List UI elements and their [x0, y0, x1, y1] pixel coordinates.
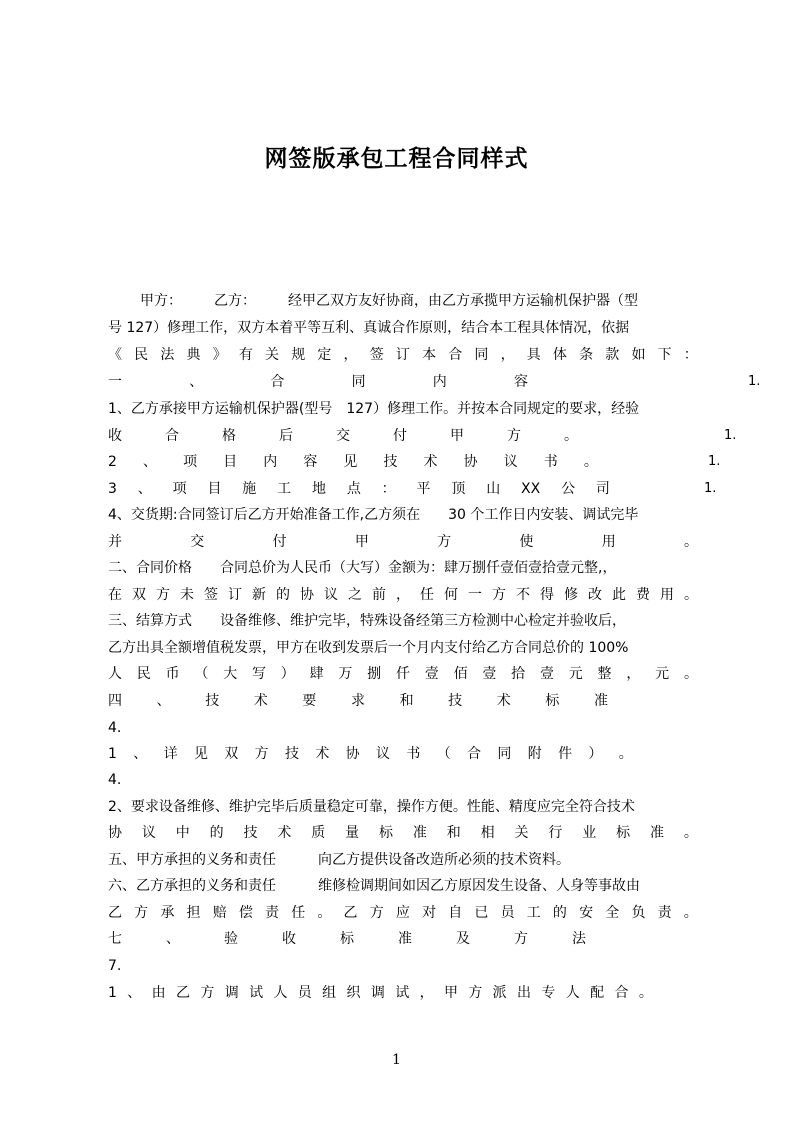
section-4-item-1	[108, 742, 633, 766]
text-char: 整	[597, 666, 612, 682]
text-char: 、	[127, 985, 142, 1001]
text-char: 合	[165, 428, 179, 444]
section-2-line-2	[108, 583, 698, 607]
text-char: ：	[381, 481, 396, 497]
section-4-number-2: 4.	[108, 772, 122, 788]
text-char: 方	[200, 985, 215, 1001]
text-char: 担	[186, 905, 201, 921]
text-char: 何	[444, 587, 458, 603]
text-char: 改	[588, 587, 602, 603]
text-char: 议	[324, 587, 338, 603]
text-char: 方	[507, 428, 521, 444]
text-char: 。	[683, 534, 698, 550]
text-char: 内	[263, 454, 278, 470]
text-char: 件	[558, 746, 573, 762]
text-char: 见	[193, 746, 208, 762]
text-char: 容	[513, 374, 528, 390]
text-char: 技	[383, 454, 398, 470]
text-char: 本	[422, 347, 437, 363]
section-3-line-1: 三、结算方式 设备维修、维护完毕，特殊设备经第三方检测中心检定并验收后，	[108, 613, 626, 629]
text-char: 四	[108, 693, 122, 709]
text-char: 目	[207, 481, 222, 497]
text-char: 协	[345, 746, 360, 762]
intro-line-3	[108, 343, 698, 367]
text-char: 订	[228, 587, 242, 603]
section-1-number: 1.	[748, 374, 761, 389]
text-char: 调	[370, 985, 385, 1001]
text-char: 、	[143, 454, 157, 470]
text-char: 协	[300, 587, 314, 603]
text-char: 甲	[450, 428, 464, 444]
text-char: 一	[468, 587, 482, 603]
text-char: 方	[369, 905, 384, 921]
text-char: 协	[463, 454, 478, 470]
text-char: 司	[595, 481, 610, 497]
text-char: 3	[108, 481, 117, 497]
text-char: 。	[317, 905, 332, 921]
text-char: 捌	[367, 666, 382, 682]
text-char: 方	[514, 931, 528, 947]
text-char: 新	[252, 587, 266, 603]
text-char: 1	[108, 746, 117, 762]
text-char: 验	[224, 931, 238, 947]
section-4-heading	[108, 689, 608, 713]
text-char: 全	[605, 905, 620, 921]
text-char: 乙	[108, 905, 122, 921]
text-char: 容	[303, 454, 318, 470]
text-char: 术	[423, 454, 438, 470]
text-char: 币	[165, 666, 180, 682]
text-char: 定	[317, 347, 332, 363]
text-char: 同	[497, 746, 512, 762]
text-char: 、	[166, 931, 180, 947]
text-char: 任	[291, 905, 306, 921]
text-char: 甲	[443, 985, 458, 1001]
text-char: 不	[516, 587, 530, 603]
text-char: 和	[399, 693, 414, 709]
document-title: 网签版承包工程合同样式	[264, 146, 529, 172]
text-char: 目	[223, 454, 238, 470]
text-char: 大	[223, 666, 238, 682]
text-char: 法	[160, 347, 175, 363]
text-char: 壹	[539, 666, 554, 682]
section-1-item-2-number: 1.	[708, 454, 721, 469]
text-char: 准	[412, 825, 427, 841]
text-char: 1	[108, 985, 117, 1001]
text-char: 未	[180, 587, 194, 603]
text-char: 规	[291, 347, 306, 363]
text-char: 的	[276, 587, 290, 603]
text-char: 方	[156, 587, 170, 603]
text-char: 专	[541, 985, 556, 1001]
section-1-item-1-number: 1.	[724, 428, 737, 443]
text-char: 签	[369, 347, 384, 363]
intro-line-1	[108, 289, 698, 313]
text-char: 订	[395, 347, 410, 363]
text-char: 2	[108, 454, 117, 470]
text-char: 公	[561, 481, 576, 497]
text-char: 写	[251, 666, 266, 682]
text-char: 。	[683, 666, 698, 682]
intro-text: 经甲乙双方友好协商，由乙方承揽甲方运输机保护器（型	[288, 293, 638, 309]
text-char: ，	[419, 985, 434, 1001]
section-1-heading	[108, 370, 528, 394]
text-char: 准	[398, 931, 412, 947]
text-char: 肆	[309, 666, 324, 682]
text-char: 双	[132, 587, 146, 603]
text-char: 相	[480, 825, 495, 841]
text-char: 试	[395, 985, 410, 1001]
text-char: 佰	[453, 666, 468, 682]
text-char: 方	[468, 985, 483, 1001]
text-char: 书	[543, 454, 558, 470]
text-char: 壹	[482, 666, 497, 682]
text-char: 已	[474, 905, 489, 921]
text-char: 平	[416, 481, 431, 497]
text-char: 方	[492, 587, 506, 603]
text-char: 偿	[238, 905, 253, 921]
text-char: 并	[108, 534, 122, 550]
text-char: 及	[456, 931, 470, 947]
text-char: ，	[396, 587, 410, 603]
text-char: 拾	[511, 666, 526, 682]
text-char: 出	[517, 985, 532, 1001]
text-char: 山	[486, 481, 501, 497]
text-char: 。	[564, 428, 578, 444]
text-char: ）	[280, 666, 295, 682]
text-char: 项	[183, 454, 198, 470]
text-char: 安	[579, 905, 594, 921]
text-char: 议	[503, 454, 518, 470]
text-char: 款	[605, 347, 620, 363]
text-char: 收	[282, 931, 296, 947]
text-char: 前	[372, 587, 386, 603]
text-char: 派	[492, 985, 507, 1001]
text-char: 求	[350, 693, 365, 709]
text-char: 内	[432, 374, 447, 390]
text-char: XX	[521, 481, 541, 497]
text-char: ：	[683, 347, 698, 363]
text-char: 书	[406, 746, 421, 762]
party-b-label: 乙方：	[214, 293, 256, 309]
text-char: 。	[583, 454, 598, 470]
text-char: 此	[612, 587, 626, 603]
text-char: 用	[660, 587, 674, 603]
text-char: 员	[500, 905, 515, 921]
text-char: 工	[277, 481, 292, 497]
text-char: 之	[348, 587, 362, 603]
text-char: 方	[437, 534, 452, 550]
section-1-item-1-line-1: 1、乙方承接甲方运输机保护器(型号 127）修理工作。并按本合同规定的要求，经验	[108, 401, 640, 417]
text-char: 》	[212, 347, 227, 363]
text-char: 如	[631, 347, 646, 363]
text-char: 技	[243, 825, 258, 841]
text-char: 标	[545, 693, 560, 709]
text-char: 签	[204, 587, 218, 603]
text-char: 具	[526, 347, 541, 363]
text-char: 付	[272, 534, 287, 550]
text-char: 万	[338, 666, 353, 682]
text-char: 乙	[176, 985, 190, 1001]
text-char: 同	[351, 374, 366, 390]
text-char: （	[194, 666, 209, 682]
text-char: 一	[108, 374, 122, 390]
text-char: 准	[650, 825, 664, 841]
text-char: ，	[343, 347, 358, 363]
text-char: 承	[160, 905, 175, 921]
text-char: 由	[151, 985, 166, 1001]
text-char: 技	[284, 746, 299, 762]
text-char: 用	[601, 534, 616, 550]
text-char: 合	[270, 374, 285, 390]
text-char: 见	[343, 454, 358, 470]
text-char: 对	[422, 905, 437, 921]
text-char: 项	[172, 481, 187, 497]
text-char: 典	[186, 347, 201, 363]
text-char: 准	[593, 693, 608, 709]
text-char: 乙	[343, 905, 358, 921]
text-char: 法	[572, 931, 586, 947]
text-char: 人	[565, 985, 580, 1001]
text-char: ，	[500, 347, 515, 363]
section-4-item-2-line-2	[108, 821, 698, 845]
text-char: 合	[467, 746, 482, 762]
text-char: 合	[614, 985, 629, 1001]
text-char: 民	[136, 666, 151, 682]
text-char: 点	[346, 481, 361, 497]
text-char: 详	[163, 746, 178, 762]
text-char: 术	[496, 693, 511, 709]
text-char: 、	[156, 693, 171, 709]
text-char: 合	[448, 347, 463, 363]
text-char: 业	[582, 825, 597, 841]
text-char: 方	[254, 746, 269, 762]
party-a-label: 甲方：	[140, 293, 182, 309]
text-char: 元	[655, 666, 670, 682]
text-char: 的	[209, 825, 224, 841]
section-6-line-2	[108, 901, 698, 925]
text-char: 。	[683, 825, 698, 841]
text-char: 在	[108, 587, 122, 603]
text-char: 修	[564, 587, 578, 603]
section-1-item-3-number: 1.	[704, 481, 717, 496]
text-char: 技	[448, 693, 463, 709]
text-char: 条	[579, 347, 594, 363]
text-char: 同	[474, 347, 489, 363]
text-char: 有	[238, 347, 253, 363]
text-char: 、	[133, 746, 148, 762]
section-7-number-1: 7.	[108, 958, 122, 974]
text-char: 要	[302, 693, 317, 709]
text-char: 。	[618, 746, 633, 762]
text-char: 附	[527, 746, 542, 762]
text-char: 《	[108, 347, 122, 363]
text-char: 下	[657, 347, 672, 363]
text-char: 格	[222, 428, 236, 444]
text-char: 员	[297, 985, 312, 1001]
text-char: 使	[519, 534, 534, 550]
text-char: （	[436, 746, 451, 762]
text-char: 民	[134, 347, 149, 363]
text-char: 任	[420, 587, 434, 603]
text-char: 责	[265, 905, 280, 921]
text-char: 量	[345, 825, 360, 841]
section-4-item-2-line-1: 2、要求设备维修、维护完毕后质量稳定可靠，操作方便。性能、精度应完全符合技术	[108, 799, 635, 815]
section-4-number-1: 4.	[108, 720, 122, 736]
section-1-item-4-line-2	[108, 530, 698, 554]
text-char: 赔	[212, 905, 227, 921]
text-char: 得	[540, 587, 554, 603]
text-char: 壹	[424, 666, 439, 682]
text-char: 标	[340, 931, 354, 947]
text-char: 后	[279, 428, 293, 444]
text-char: 质	[311, 825, 326, 841]
text-char: 关	[514, 825, 529, 841]
section-1-item-1-line-2	[108, 424, 578, 448]
text-char: 行	[548, 825, 563, 841]
intro-line-2: 号 127）修理工作，双方本着平等互利、真诚合作原则，结合本工程具体情况，依据	[108, 320, 630, 336]
section-3-line-3	[108, 662, 698, 686]
section-6-line-1: 六、乙方承担的义务和责任 维修检调期间如因乙方原因发生设备、人身等事故由	[108, 878, 640, 894]
page-number: 1	[392, 1052, 401, 1068]
text-char: 。	[638, 985, 653, 1001]
text-char: 施	[242, 481, 257, 497]
text-char: 甲	[354, 534, 369, 550]
section-3-line-2: 乙方出具全额增值税发票，甲方在收到发票后一个月内支付给乙方合同总价的 100%	[108, 640, 629, 656]
text-char: 中	[175, 825, 190, 841]
text-char: 议	[376, 746, 391, 762]
text-char: 关	[265, 347, 280, 363]
text-char: 、	[137, 481, 152, 497]
text-char: 顶	[451, 481, 466, 497]
text-char: 协	[108, 825, 122, 841]
text-char: 仟	[395, 666, 410, 682]
text-char: 应	[395, 905, 410, 921]
text-char: 元	[568, 666, 583, 682]
text-char: 交	[190, 534, 205, 550]
text-char: 配	[590, 985, 605, 1001]
text-char: 方	[134, 905, 149, 921]
text-char: 术	[277, 825, 292, 841]
text-char: 议	[141, 825, 156, 841]
text-char: 调	[224, 985, 239, 1001]
text-char: 七	[108, 931, 122, 947]
section-1-item-2	[108, 450, 598, 474]
section-1-item-4-line-1: 4、交货期:合同签订后乙方开始准备工作,乙方须在 30 个工作日内安装、调试完毕	[108, 507, 639, 523]
section-7-heading	[108, 927, 586, 951]
text-char: 收	[108, 428, 122, 444]
text-char: 体	[552, 347, 567, 363]
text-char: 交	[336, 428, 350, 444]
text-char: 术	[315, 746, 330, 762]
text-char: 技	[205, 693, 220, 709]
text-char: 术	[253, 693, 268, 709]
text-char: 费	[636, 587, 650, 603]
text-char: 。	[684, 587, 698, 603]
section-7-item-1	[108, 981, 653, 1005]
section-5-line-1: 五、甲方承担的义务和责任 向乙方提供设备改造所必须的技术资料。	[108, 852, 570, 868]
text-char: 试	[249, 985, 264, 1001]
text-char: 工	[526, 905, 541, 921]
text-char: 责	[657, 905, 672, 921]
text-char: 和	[446, 825, 461, 841]
section-1-item-3	[108, 477, 610, 501]
text-char: 标	[616, 825, 631, 841]
text-char: 负	[631, 905, 646, 921]
text-char: 标	[379, 825, 393, 841]
text-char: ）	[588, 746, 603, 762]
text-char: 织	[346, 985, 361, 1001]
text-char: 人	[108, 666, 122, 682]
text-char: 自	[448, 905, 463, 921]
text-char: ，	[626, 666, 641, 682]
text-char: 、	[189, 374, 204, 390]
text-char: 人	[273, 985, 288, 1001]
text-char: 组	[322, 985, 337, 1001]
section-2-line-1: 二、合同价格 合同总价为人民币（大写）金额为：肆万捌仟壹佰壹拾壹元整,，	[108, 560, 617, 576]
text-char: 。	[683, 905, 698, 921]
text-char: 的	[552, 905, 567, 921]
text-char: 双	[224, 746, 239, 762]
text-char: 地	[311, 481, 326, 497]
text-char: 付	[393, 428, 407, 444]
